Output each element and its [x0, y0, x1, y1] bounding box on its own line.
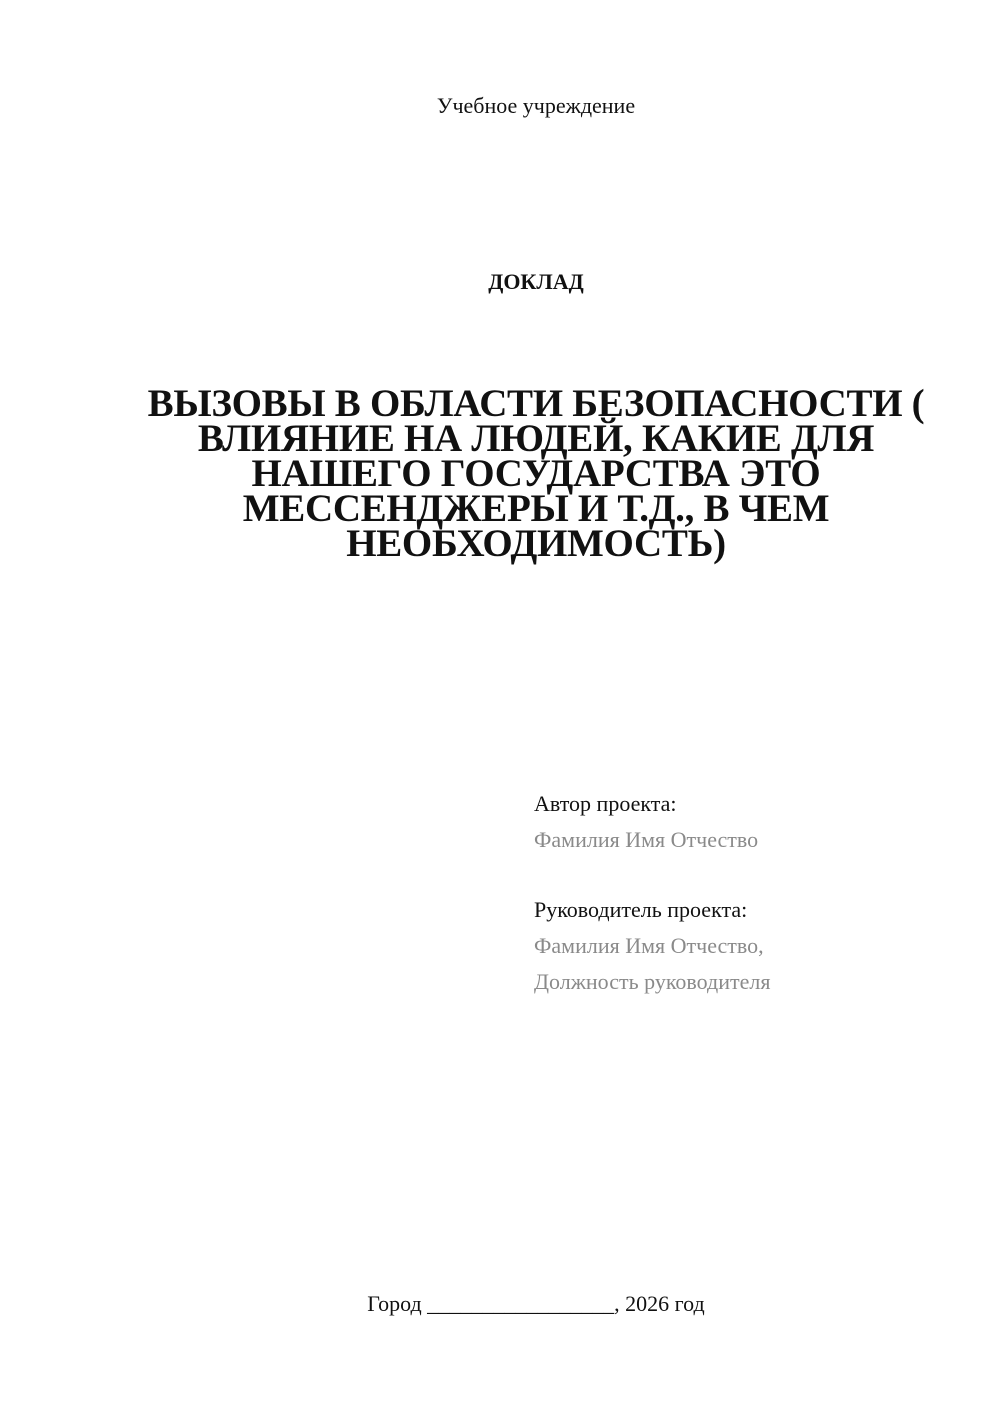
title-line: НЕОБХОДИМОСТЬ)	[346, 522, 726, 565]
author-name: Фамилия Имя Отчество	[534, 827, 759, 852]
title-line: НАШЕГО ГОСУДАРСТВА ЭТО	[251, 452, 821, 495]
city-year-line: Город _________________, 2026 год	[367, 1291, 705, 1316]
document-type: ДОКЛАД	[488, 269, 584, 294]
spacer	[534, 858, 974, 892]
supervisor-name: Фамилия Имя Отчество,	[534, 933, 764, 958]
title-line: ВЛИЯНИЕ НА ЛЮДЕЙ, КАКИЕ ДЛЯ	[197, 417, 875, 460]
supervisor-label: Руководитель проекта:	[534, 897, 748, 922]
title-line: ВЫЗОВЫ В ОБЛАСТИ БЕЗОПАСНОСТИ (	[147, 382, 925, 425]
document-title	[130, 382, 942, 565]
project-people	[534, 786, 974, 1000]
author-label: Автор проекта:	[534, 791, 677, 816]
institution-name: Учебное учреждение	[436, 93, 636, 118]
supervisor-position: Должность руководителя	[534, 969, 771, 994]
title-line: МЕССЕНДЖЕРЫ И Т.Д., В ЧЕМ	[242, 487, 830, 530]
